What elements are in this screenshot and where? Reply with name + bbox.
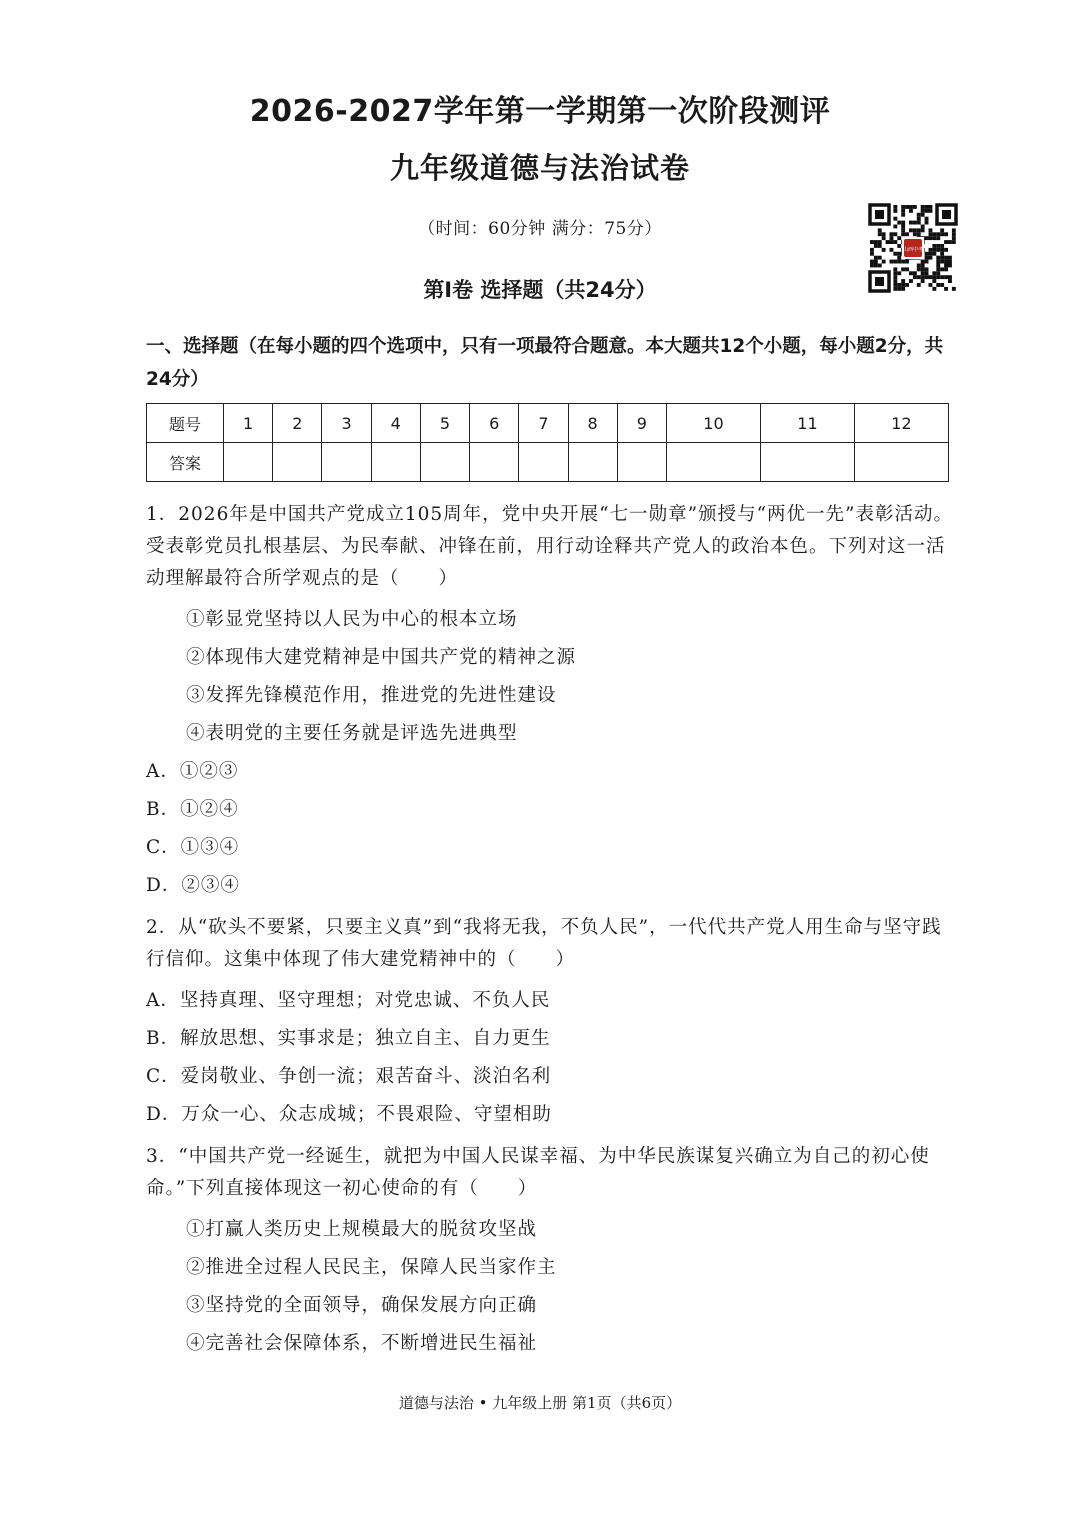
question-number-cell: 9	[617, 404, 666, 443]
q1-option-c[interactable]: C．①③④	[146, 837, 240, 858]
question-number-cell: 6	[470, 404, 519, 443]
q3-statement: ②推进全过程人民民主，保障人民当家作主	[186, 1257, 557, 1278]
question-2-stem: 2．从“砍头不要紧，只要主义真”到“我将无我，不负人民”，一代代共产党人用生命与坚守践行信仰。这集中体现了伟大建党精神中的（ ）	[146, 917, 942, 970]
section-title: 第Ⅰ卷 选择题（共24分）	[423, 278, 657, 302]
answer-cell[interactable]	[760, 443, 854, 482]
q1-option-a[interactable]: A．①②③	[146, 761, 239, 782]
q1-option-b[interactable]: B．①②④	[146, 799, 239, 820]
question-number-cell: 10	[666, 404, 760, 443]
q1-option-d[interactable]: D．②③④	[146, 875, 240, 896]
question-number-cell: 5	[420, 404, 469, 443]
answer-table-number-row	[147, 404, 949, 443]
part-heading: 一、选择题（在每小题的四个选项中，只有一项最符合题意。本大题共12个小题，每小题2分，共24分）	[146, 336, 944, 390]
answer-cell[interactable]	[273, 443, 322, 482]
answer-cell[interactable]	[371, 443, 420, 482]
answer-cell[interactable]	[420, 443, 469, 482]
question-number-cell: 3	[322, 404, 371, 443]
q2-option-b[interactable]: B．解放思想、实事求是；独立自主、自力更生	[146, 1028, 551, 1049]
exam-info: （时间：60分钟 满分：75分）	[418, 219, 662, 239]
answer-cell[interactable]	[854, 443, 948, 482]
q2-option-a[interactable]: A．坚持真理、坚守理想；对党忠诚、不负人民	[146, 990, 551, 1011]
question-number-cell: 2	[273, 404, 322, 443]
q1-statement: ④表明党的主要任务就是评选先进典型	[186, 723, 518, 744]
question-number-cell: 7	[519, 404, 568, 443]
question-number-cell: 1	[224, 404, 273, 443]
answer-cell[interactable]	[322, 443, 371, 482]
question-number-cell: 11	[760, 404, 854, 443]
exam-title-line2: 九年级道德与法治试卷	[389, 151, 690, 185]
answer-cell[interactable]	[519, 443, 568, 482]
q2-option-c[interactable]: C．爱岗敬业、争创一流；艰苦奋斗、淡泊名利	[146, 1066, 552, 1087]
answer-cell[interactable]	[666, 443, 760, 482]
answer-table-answer-row	[147, 443, 949, 482]
exam-title-line1: 2026-2027学年第一学期第一次阶段测评	[249, 94, 831, 129]
qr-badge-text: 山西中考	[902, 247, 924, 253]
question-3-stem: 3．“中国共产党一经诞生，就把为中国人民谋幸福、为中华民族谋复兴确立为自己的初心使命。”下列直接体现这一初心使命的有（ ）	[146, 1146, 930, 1199]
q3-statement: ①打赢人类历史上规模最大的脱贫攻坚战	[186, 1219, 538, 1240]
answer-cell[interactable]	[470, 443, 519, 482]
answer-cell[interactable]	[617, 443, 666, 482]
answer-table	[146, 403, 949, 482]
q1-statement: ③发挥先锋模范作用，推进党的先进性建设	[186, 685, 557, 706]
question-number-cell: 12	[854, 404, 948, 443]
page-footer: 道德与法治 • 九年级上册 第1页（共6页）	[398, 1394, 682, 1412]
q2-option-d[interactable]: D．万众一心、众志成城；不畏艰险、守望相助	[146, 1104, 552, 1125]
table-header-cell: 题号	[147, 404, 224, 443]
q1-statement: ②体现伟大建党精神是中国共产党的精神之源	[186, 647, 577, 668]
q1-statement: ①彰显党坚持以人民为中心的根本立场	[186, 609, 518, 630]
question-number-cell: 8	[568, 404, 617, 443]
question-1-stem: 1．2026年是中国共产党成立105周年，党中央开展“七一勋章”颁授与“两优一先”表彰活动。受表彰党员扎根基层、为民奉献、冲锋在前，用行动诠释共产党人的政治本色。下列对这一活动理解最符合所学观点的是（ ）	[146, 504, 953, 589]
q3-statement: ④完善社会保障体系，不断增进民生福祉	[186, 1333, 538, 1354]
question-number-cell: 4	[371, 404, 420, 443]
answer-cell[interactable]	[224, 443, 273, 482]
table-header-cell: 答案	[147, 443, 224, 482]
answer-cell[interactable]	[568, 443, 617, 482]
q3-statement: ③坚持党的全面领导，确保发展方向正确	[186, 1295, 538, 1316]
